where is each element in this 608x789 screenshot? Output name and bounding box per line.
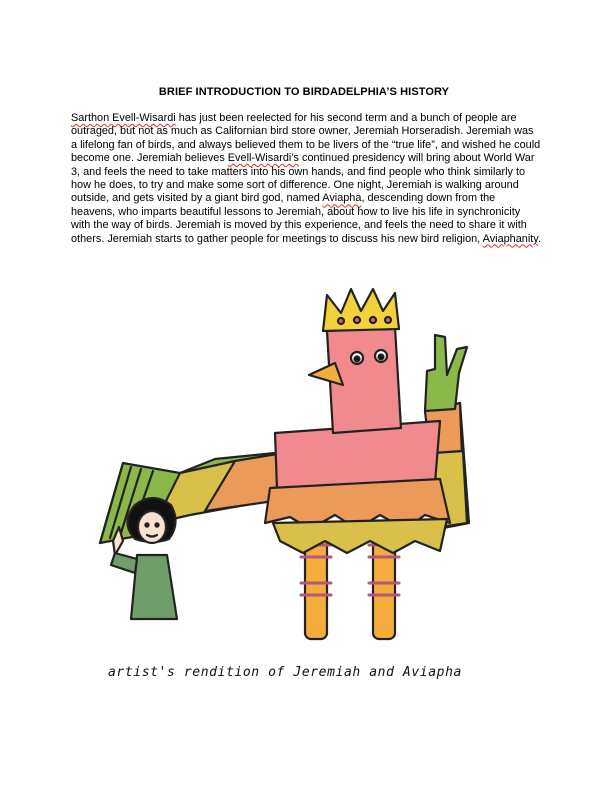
misspelled-word: Aviaphanity (482, 232, 538, 245)
misspelled-word: Sarthon Evell-Wisardi (71, 112, 176, 124)
crown-icon (323, 289, 399, 331)
paragraph-segment: , descending down from the heavens, who imparts beautiful lessons to Jeremiah, about how to live his life in synchronicity with the way of birds. Jeremiah is moved by this experience, and feels the need to share it with others. Jeremiah starts to gather people for meetings to discuss his new bird religion, (71, 192, 527, 245)
paragraph-segment: has just been reelected for his second term and a bunch of people are outraged, but not as much as Californian bird store owner, Jeremiah Horseradish. Jeremiah was a lifelong fan of birds, and always believed them to be livers of the “true life”, and wished he could become one. Jeremiah believes (71, 112, 541, 165)
intro-paragraph (71, 112, 541, 246)
misspelled-word: Evell-Wisardi’s (227, 152, 300, 165)
illustration-caption: artist's rendition of Jeremiah and Aviapha (108, 665, 462, 680)
paragraph-segment: . (537, 232, 541, 245)
paragraph-segment: continued presidency will bring about World War 3, and feels the need to take matters into his own hands, and find people who think similarly to how he does, to try and make some sort of difference. One night, Jeremiah is walking around outside, and gets visited by a giant bird god, named (71, 152, 535, 205)
misspelled-word: Aviapha (322, 192, 362, 205)
bird-head (309, 327, 401, 433)
document-title: BRIEF INTRODUCTION TO BIRDADELPHIA’S HISTORY (158, 86, 450, 98)
bird-god-illustration (95, 283, 515, 653)
paragraph-text (71, 112, 541, 246)
bird-body (265, 421, 450, 553)
